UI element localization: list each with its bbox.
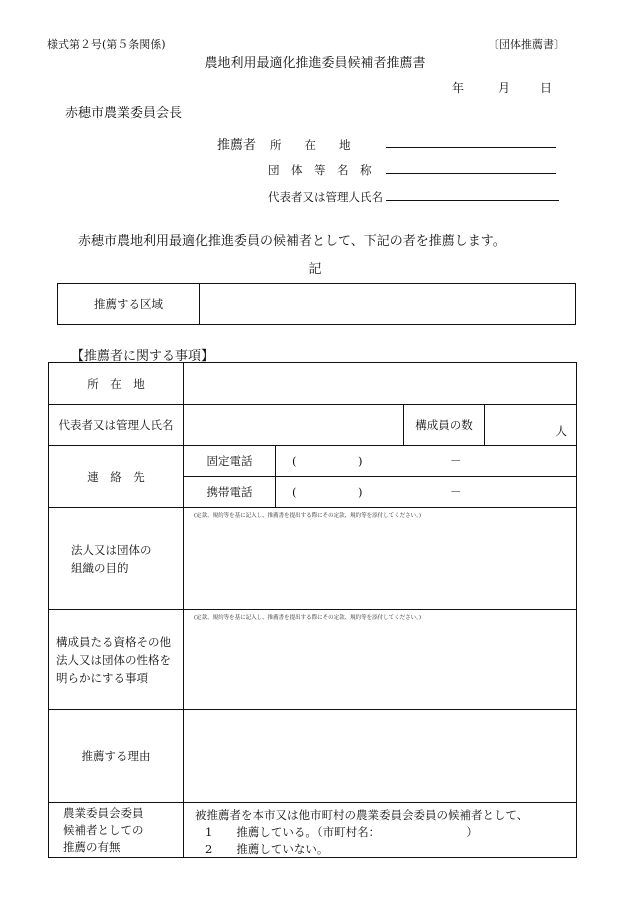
recommender-name-field[interactable]: [386, 173, 556, 174]
area-table: [57, 283, 576, 325]
qualifications-label: [56, 610, 183, 709]
representative-field[interactable]: [184, 405, 403, 445]
option-1-number: 1: [205, 825, 213, 839]
recommendation-statement: 赤穂市農地利用最適化推進委員の候補者として、下記の者を推薦します。: [78, 234, 506, 249]
mobile-paren-open: (: [292, 485, 297, 499]
qualifications-label-line-1: 構成員たる資格その他: [56, 634, 171, 649]
recommender-details-table: [48, 362, 577, 858]
purpose-label-line-1: 法人又は団体の: [71, 542, 152, 557]
recommender-label: 推薦者: [217, 138, 257, 153]
document-title: 農地利用最適化推進委員候補者推薦書: [204, 56, 426, 71]
location-field[interactable]: [184, 363, 576, 404]
landline-paren-open: (: [292, 454, 297, 468]
landline-field[interactable]: [276, 446, 576, 476]
document-type: 〔団体推薦書〕: [488, 38, 565, 51]
recommender-rep-field[interactable]: [386, 200, 559, 201]
date-month: 月: [498, 81, 511, 95]
candidacy-text: 被推薦者を本市又は他市町村の農業委員会委員の候補者として、: [195, 808, 529, 822]
landline-label: 固定電話: [206, 454, 253, 468]
purpose-field[interactable]: [184, 521, 576, 609]
date-year: 年: [452, 81, 465, 95]
members-field[interactable]: [485, 405, 567, 445]
candidacy-option-1[interactable]: [205, 824, 478, 840]
candidacy-label-line-3: 推薦の有無: [63, 839, 121, 854]
recommender-address-label: 所 在 地: [270, 138, 351, 152]
addressee: 赤穂市農業委員会長: [65, 106, 183, 121]
members-unit: 人: [555, 424, 567, 438]
option-2-text: 推薦していない。: [236, 842, 329, 856]
ki-heading: 記: [308, 262, 322, 277]
representative-label: 代表者又は管理人氏名: [58, 418, 174, 432]
reason-label: 推薦する理由: [81, 749, 151, 763]
candidacy-label-line-1: 農業委員会委員: [63, 805, 144, 820]
purpose-label-line-2: 組織の目的: [71, 560, 129, 575]
section-heading: 【推薦者に関する事項】: [71, 349, 215, 364]
contact-label: 連 絡 先: [87, 469, 145, 484]
mobile-paren-close: ): [358, 485, 363, 499]
qualifications-note: (定款、規約等を基に記入し、推薦書を提出する際にその定款、規約等を添付してください。): [194, 615, 422, 621]
mobile-dash: －: [450, 485, 462, 499]
date-line: [452, 79, 552, 96]
qualifications-label-line-3: 明らかにする事項: [56, 670, 148, 685]
purpose-label: [71, 508, 183, 609]
candidacy-label: [63, 803, 183, 857]
mobile-label: 携帯電話: [206, 485, 253, 499]
qualifications-label-line-2: 法人又は団体の性格を: [56, 652, 171, 667]
candidacy-label-line-2: 候補者としての: [63, 822, 144, 837]
candidacy-option-2[interactable]: [205, 841, 328, 857]
purpose-note: (定款、規約等を基に記入し、推薦書を提出する際にその定款、規約等を添付してください。): [194, 513, 422, 519]
form-number: 様式第２号(第５条関係): [47, 38, 166, 51]
area-label: 推薦する区域: [58, 284, 200, 324]
date-day: 日: [540, 81, 553, 95]
option-2-number: 2: [205, 842, 213, 856]
recommender-rep-label: 代表者又は管理人氏名: [268, 190, 383, 204]
recommender-name-label: 団 体 等 名 称: [268, 163, 372, 177]
qualifications-field[interactable]: [184, 623, 576, 709]
area-field[interactable]: [199, 284, 575, 324]
landline-paren-close: ): [358, 454, 363, 468]
mobile-field[interactable]: [276, 477, 576, 507]
reason-field[interactable]: [184, 710, 576, 802]
landline-dash: －: [450, 454, 462, 468]
members-label: 構成員の数: [415, 418, 473, 432]
option-1-text: 推薦している。（市町村名： ）: [236, 825, 478, 839]
recommender-address-field[interactable]: [386, 147, 556, 148]
location-label: 所 在 地: [87, 376, 145, 391]
